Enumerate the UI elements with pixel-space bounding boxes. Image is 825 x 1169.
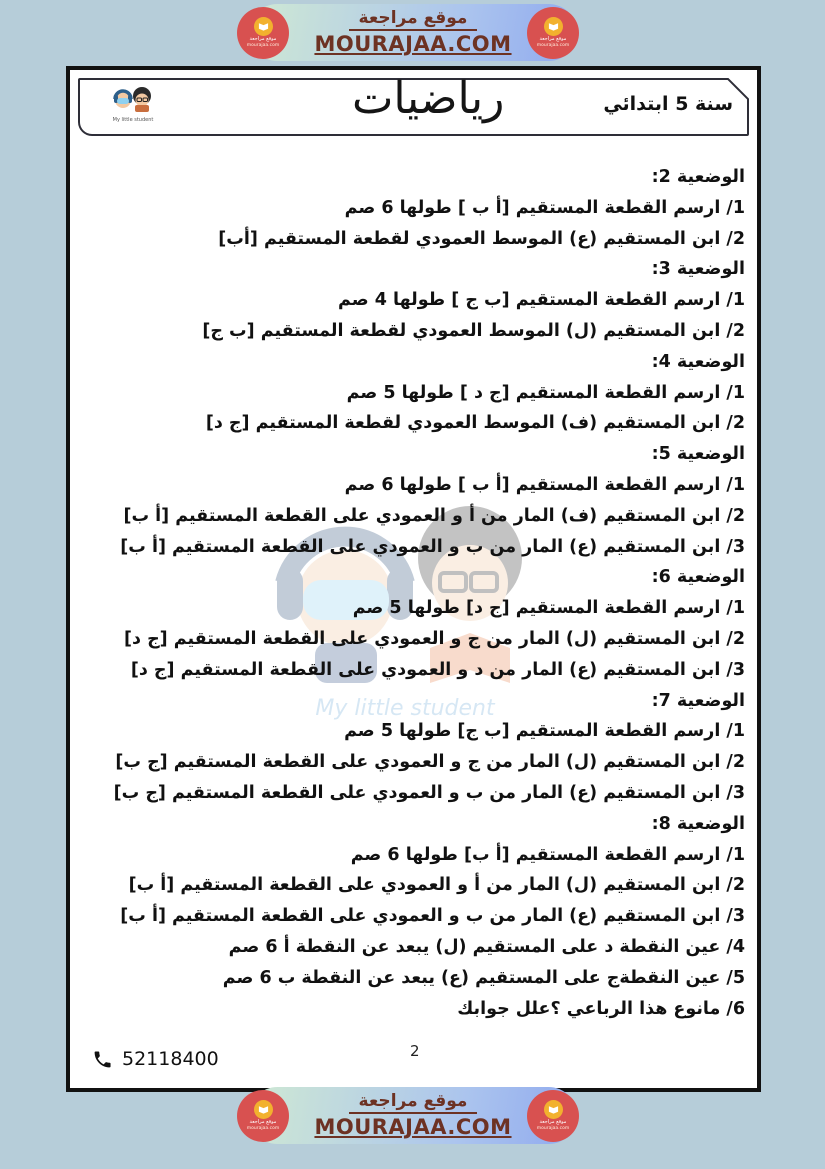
exercise-line: 2/ ابن المستقيم (ل) المار من أ و العمودي على القطعة المستقيم [أ ب] xyxy=(128,875,745,896)
exercise-line: 1/ ارسم القطعة المستقيم [ج د ] طولها 5 صم xyxy=(346,382,745,403)
academy-logo xyxy=(96,86,170,123)
exercise-line: 5/ عين النقطةج على المستقيم (ع) يبعد عن النقطة ب 6 صم xyxy=(222,967,745,988)
watermark-caption: My little student xyxy=(315,696,495,721)
exercise-line: 1/ ارسم القطعة المستقيم [أ ب ] طولها 6 صم xyxy=(344,474,745,495)
exercise-line: 1/ ارسم القطعة المستقيم [أ ب ] طولها 6 صم xyxy=(344,197,745,218)
phone-number: 52118400 xyxy=(122,1048,219,1070)
section-title: الوضعية 5: xyxy=(651,444,745,465)
exercise-line: 3/ ابن المستقيم (ع) المار من ب و العمودي على القطعة المستقيم [أ ب] xyxy=(120,906,745,927)
exercise-content xyxy=(80,162,745,1024)
site-url-link[interactable]: MOURAJAA.COM xyxy=(314,31,512,56)
subject-title: رياضيات xyxy=(352,73,505,124)
exercise-line: 3/ ابن المستقيم (ع) المار من ب و العمودي على القطعة المستقيم [أ ب] xyxy=(120,536,745,557)
exercise-line: 1/ ارسم القطعة المستقيم [ب ج] طولها 5 صم xyxy=(344,721,745,742)
site-name-arabic[interactable]: موقع مراجعة xyxy=(349,1090,478,1114)
section-title: الوضعية 3: xyxy=(651,259,745,280)
site-badge-top-left xyxy=(237,7,289,59)
exercise-line: 3/ ابن المستقيم (ع) المار من د و العمودي على القطعة المستقيم [ج د] xyxy=(130,659,745,680)
book-icon xyxy=(544,1100,563,1119)
academy-logo-caption: My little student xyxy=(112,117,154,123)
badge-text-url: mourajaa.com xyxy=(246,42,280,48)
badge-text-url: mourajaa.com xyxy=(536,1125,570,1131)
section-title: الوضعية 7: xyxy=(651,690,745,711)
section-title: الوضعية 2: xyxy=(651,167,745,187)
page-header xyxy=(78,73,749,136)
badge-text-arabic: موقع مراجعة xyxy=(249,1119,277,1126)
book-icon xyxy=(254,17,273,36)
section-title: الوضعية 8: xyxy=(651,813,745,834)
badge-text-url: mourajaa.com xyxy=(246,1125,280,1131)
book-icon xyxy=(254,1100,273,1119)
exercise-line: 4/ عين النقطة د على المستقيم (ل) يبعد عن النقطة أ 6 صم xyxy=(228,936,745,957)
exercise-line: 1/ ارسم القطعة المستقيم [أ ب] طولها 6 صم xyxy=(350,844,745,865)
phone-icon xyxy=(92,1049,113,1070)
site-badge-bottom-right xyxy=(527,1090,579,1142)
academy-logo-icon xyxy=(111,86,155,112)
exercise-line: 3/ ابن المستقيم (ع) المار من ب و العمودي على القطعة المستقيم [ج ب] xyxy=(113,782,745,803)
badge-text-arabic: موقع مراجعة xyxy=(539,1119,567,1126)
book-icon xyxy=(544,17,563,36)
header-corner-cut xyxy=(727,78,749,100)
exercise-line: 1/ ارسم القطعة المستقيم [ب ج ] طولها 4 صم xyxy=(337,290,745,311)
exercise-line: 2/ ابن المستقيم (ف) الموسط العمودي لقطعة المستقيم [ج د] xyxy=(205,413,745,434)
site-badge-top-right xyxy=(527,7,579,59)
contact-phone xyxy=(92,1048,219,1070)
section-title: الوضعية 6: xyxy=(651,567,745,588)
exercise-line: 2/ ابن المستقيم (ع) الموسط العمودي لقطعة المستقيم [أب] xyxy=(218,228,745,249)
badge-text-arabic: موقع مراجعة xyxy=(539,36,567,43)
exercise-line: 6/ مانوع هذا الرباعي ؟علل جوابك xyxy=(457,998,745,1019)
exercise-line: 2/ ابن المستقيم (ل) المار من ج و العمودي على القطعة المستقيم [ج ب] xyxy=(115,752,745,773)
exercise-line: 2/ ابن المستقيم (ف) المار من أ و العمودي على القطعة المستقيم [أ ب] xyxy=(123,505,745,526)
site-url-link[interactable]: MOURAJAA.COM xyxy=(314,1114,512,1139)
worksheet-page xyxy=(66,66,761,1092)
exercise-line: 1/ ارسم القطعة المستقيم [ج د] طولها 5 صم xyxy=(352,598,745,619)
page-number: 2 xyxy=(410,1042,420,1060)
section-title: الوضعية 4: xyxy=(651,351,745,372)
badge-text-arabic: موقع مراجعة xyxy=(249,36,277,43)
grade-label: سنة 5 ابتدائي xyxy=(603,93,733,115)
exercise-line: 2/ ابن المستقيم (ل) المار من ج و العمودي على القطعة المستقيم [ج د] xyxy=(124,628,745,649)
site-badge-bottom-left xyxy=(237,1090,289,1142)
badge-text-url: mourajaa.com xyxy=(536,42,570,48)
exercise-line: 2/ ابن المستقيم (ل) الموسط العمودي لقطعة المستقيم [ب ج] xyxy=(202,320,745,341)
site-name-arabic[interactable]: موقع مراجعة xyxy=(349,7,478,31)
